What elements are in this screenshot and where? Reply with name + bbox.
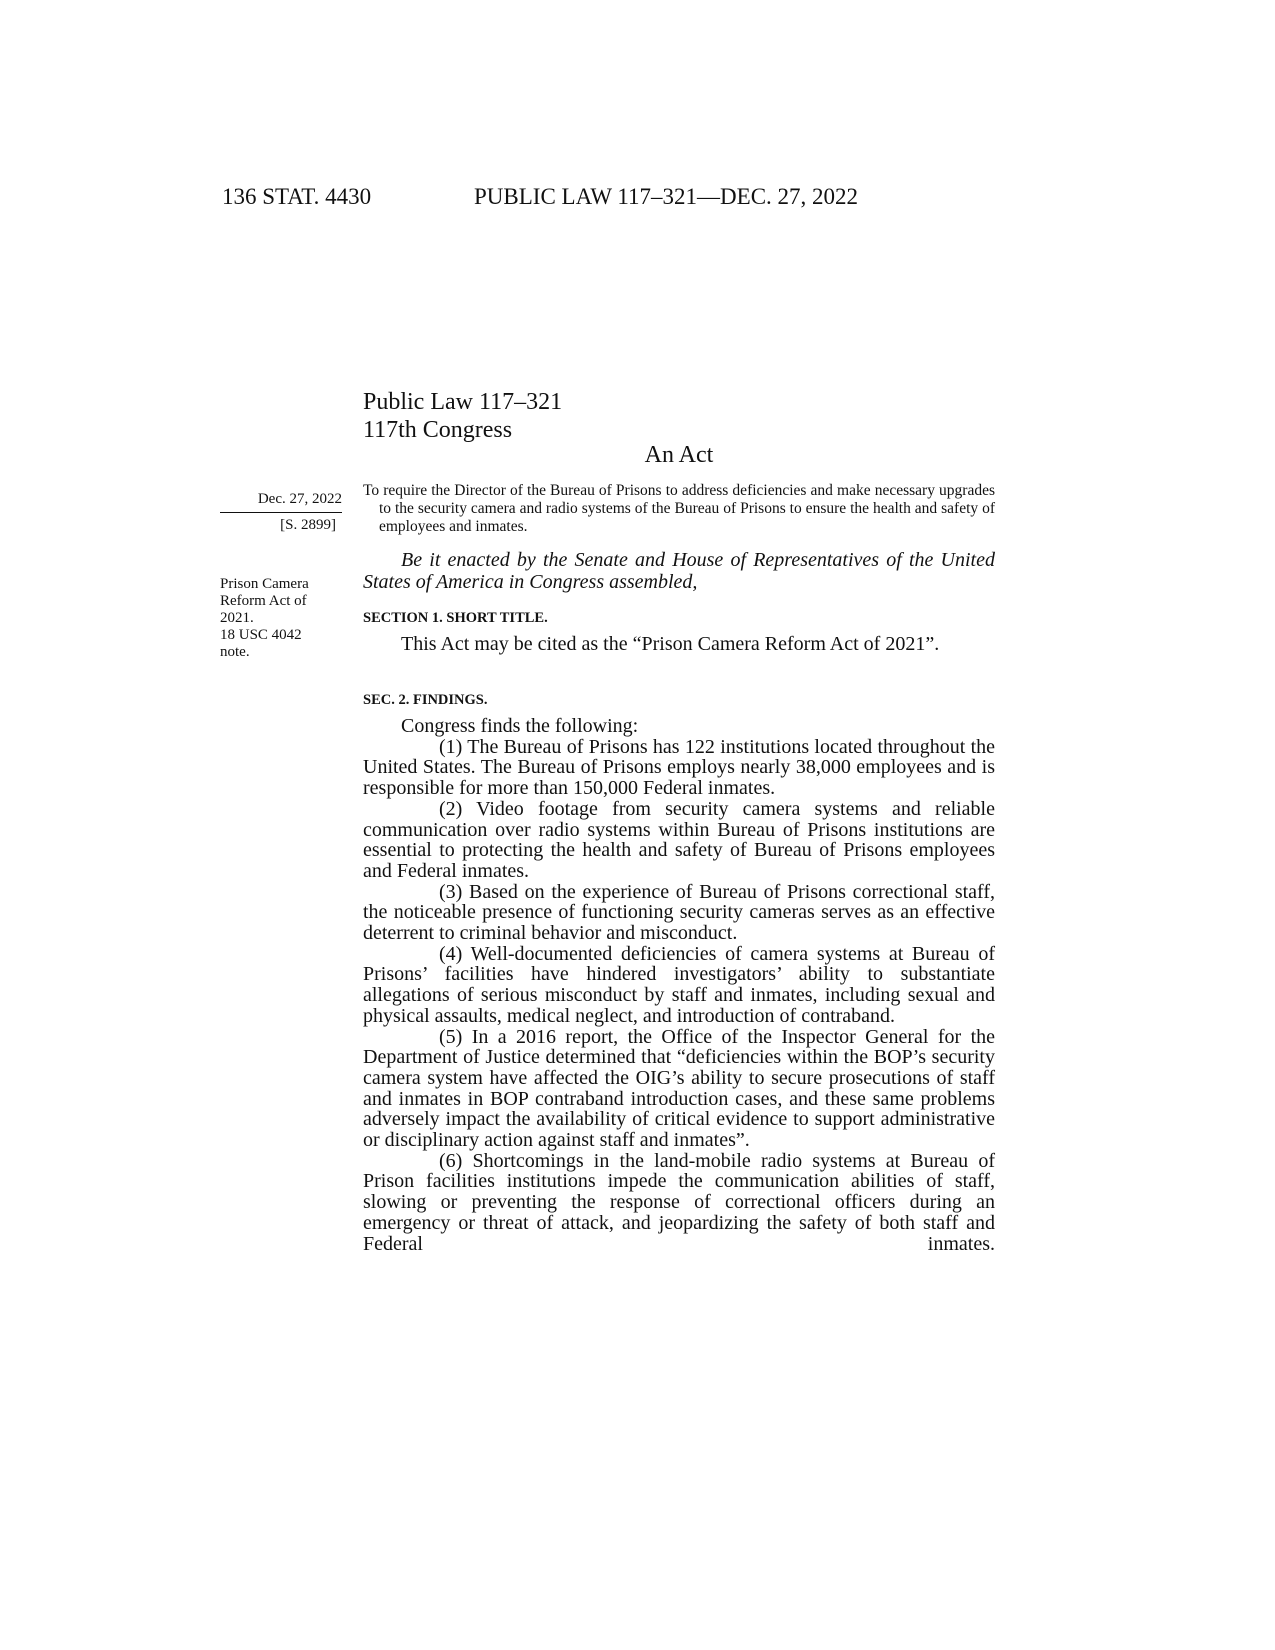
- margin-notes: [220, 576, 350, 661]
- public-law-number: Public Law 117–321: [363, 389, 563, 415]
- act-heading: An Act: [644, 442, 714, 468]
- finding-paragraph: (6) Shortcomings in the land-mobile radio systems at Bureau of Prison facilities institutions impede the communication abilities of staff, slowing or preventing the response of correctional officers during an emergency or threat of attack, and jeopardizing the safety of both staff and Federal inmates.: [363, 1149, 995, 1255]
- congress-number: 117th Congress: [363, 417, 513, 443]
- margin-note-line: 2021.: [220, 610, 254, 626]
- enacting-clause: Be it enacted by the Senate and House of Representatives of the United States of America in Congress assembled,: [363, 549, 995, 593]
- section-1-heading: SECTION 1. SHORT TITLE.: [363, 610, 548, 626]
- margin-note-line: note.: [220, 644, 250, 660]
- margin-enactment-date: Dec. 27, 2022: [257, 491, 342, 507]
- title-block: [363, 388, 562, 444]
- finding-paragraph: (1) The Bureau of Prisons has 122 institutions located throughout the United States. The Bureau of Prisons employs nearly 38,000 employees and is responsible for more than 150,000 Federal inmates.: [363, 735, 995, 800]
- stat-page-number: 136 STAT. 4430: [222, 184, 372, 209]
- finding-paragraph: (5) In a 2016 report, the Office of the Inspector General for the Department of Justice determined that “deficiencies within the BOP’s security camera system have affected the OIG’s ability to secure prosecutions of staff and inmates in BOP contraband introduction cases, and these same problems adversely impact the availability of critical evidence to support administrative or disciplinary action against staff and inmates”.: [363, 1025, 995, 1152]
- margin-bill-number: [S. 2899]: [280, 517, 336, 533]
- findings-intro: Congress finds the following:: [401, 715, 639, 737]
- section-2-heading: SEC. 2. FINDINGS.: [363, 692, 488, 708]
- purpose-statement: To require the Director of the Bureau of Prisons to address deficiencies and make necessary upgrades to the security camera and radio systems of the Bureau of Prisons to ensure the health and safety of employees and inmates.: [363, 482, 995, 535]
- findings-body: [363, 716, 995, 1254]
- finding-paragraph: (3) Based on the experience of Bureau of Prisons correctional staff, the noticeable presence of functioning security cameras serves as an effective deterrent to criminal behavior and misconduct.: [363, 880, 995, 945]
- margin-note-line: Prison Camera: [220, 576, 309, 592]
- finding-paragraph: (4) Well-documented deficiencies of camera systems at Bureau of Prisons’ facilities have hindered investigators’ ability to substantiate allegations of serious misconduct by staff and inmates, including sexual and physical assaults, medical neglect, and introduction of contraband.: [363, 942, 995, 1027]
- margin-note-line: Reform Act of: [220, 593, 307, 609]
- finding-paragraph: (2) Video footage from security camera systems and reliable communication over radio systems within Bureau of Prisons institutions are essential to protecting the health and safety of Bureau of Prisons employees and Federal inmates.: [363, 797, 995, 882]
- running-header-law-date: PUBLIC LAW 117–321—DEC. 27, 2022: [474, 184, 859, 209]
- margin-divider: [220, 512, 342, 513]
- section-1-text: This Act may be cited as the “Prison Camera Reform Act of 2021”.: [401, 633, 940, 655]
- margin-note-line: 18 USC 4042: [220, 627, 302, 643]
